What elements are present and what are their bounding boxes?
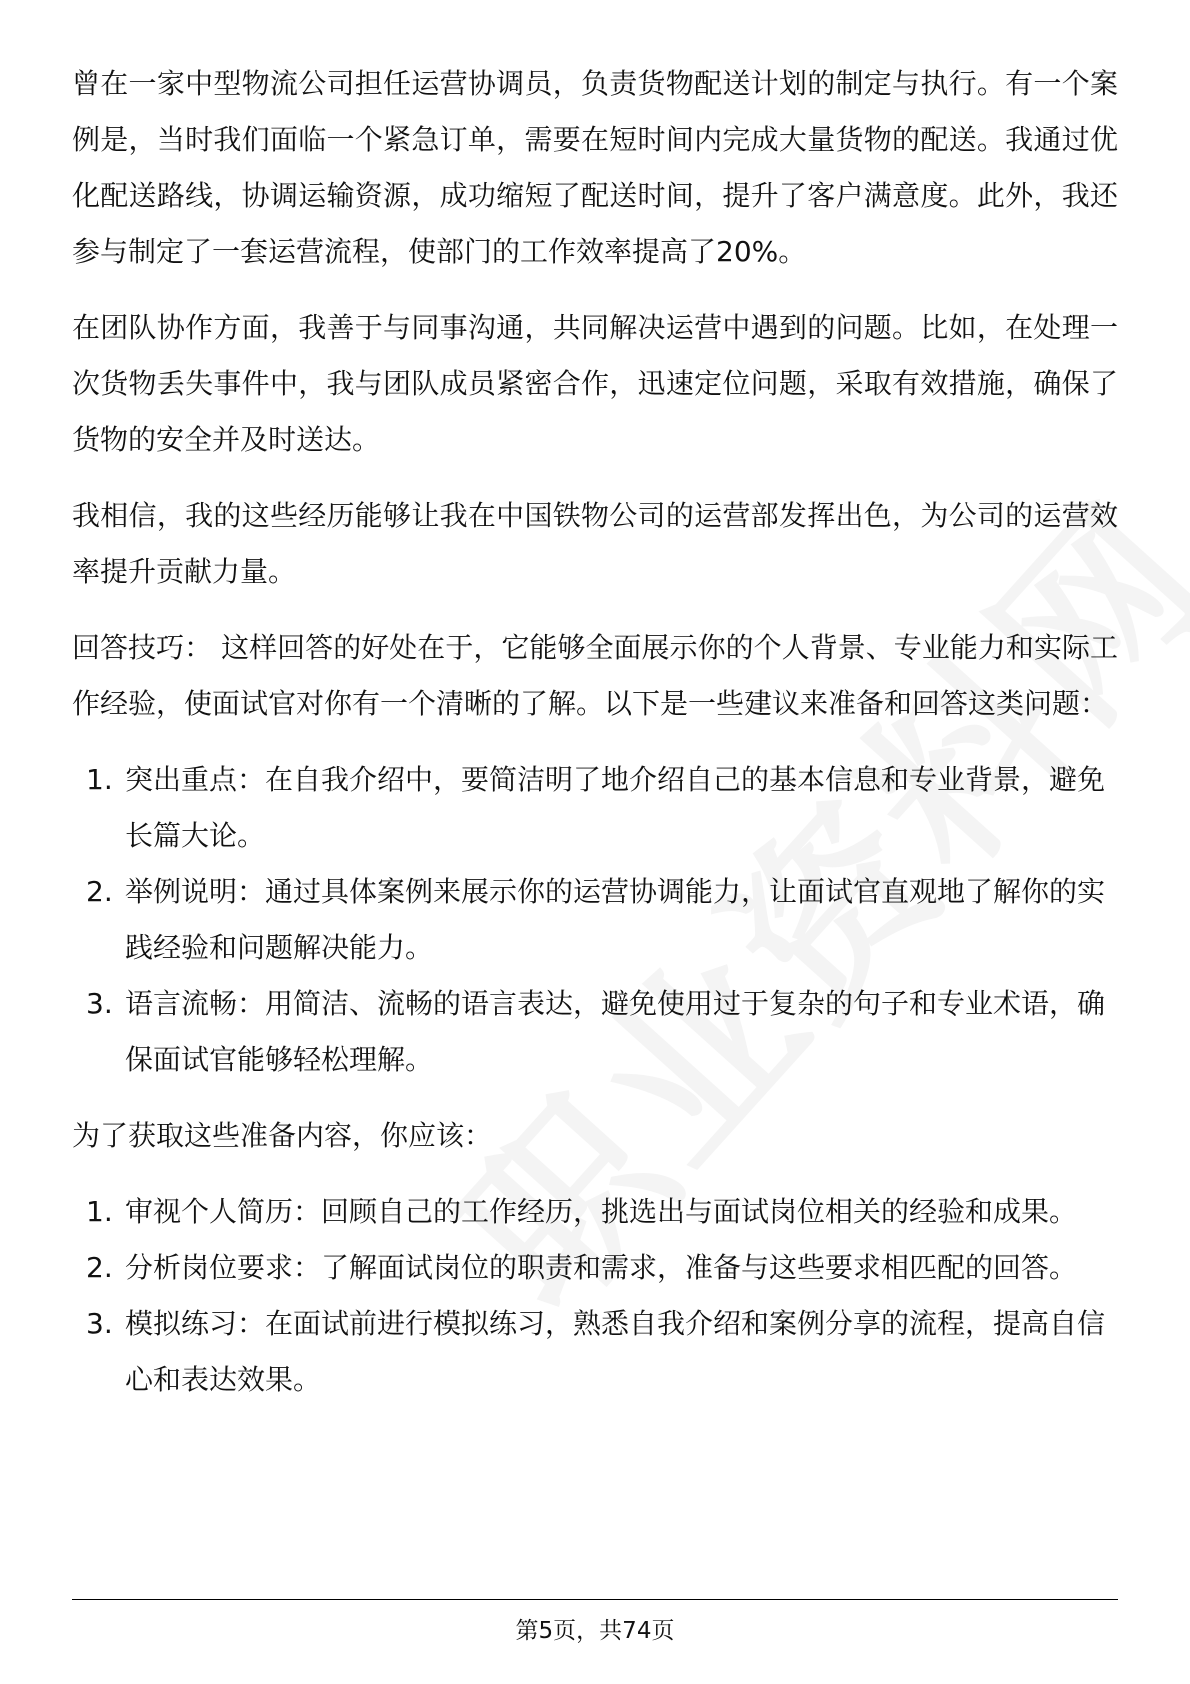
list-number: 1. bbox=[86, 763, 113, 796]
list-number: 1. bbox=[86, 1195, 113, 1228]
paragraph-belief: 我相信，我的这些经历能够让我在中国铁物公司的运营部发挥出色，为公司的运营效率提升贡献力量。 bbox=[72, 499, 1118, 588]
document-body bbox=[72, 56, 1118, 1428]
tips-list bbox=[72, 752, 1118, 1088]
list-item bbox=[72, 1240, 1118, 1296]
list-text: 语言流畅：用简洁、流畅的语言表达，避免使用过于复杂的句子和专业术语，确保面试官能够轻松理解。 bbox=[125, 987, 1106, 1076]
list-text: 突出重点：在自我介绍中，要简洁明了地介绍自己的基本信息和专业背景，避免长篇大论。 bbox=[125, 763, 1106, 852]
list-text: 审视个人简历：回顾自己的工作经历，挑选出与面试岗位相关的经验和成果。 bbox=[125, 1195, 1078, 1228]
footer-divider bbox=[72, 1599, 1118, 1600]
list-item bbox=[72, 864, 1118, 976]
list-number: 3. bbox=[86, 987, 113, 1020]
paragraph-experience: 曾在一家中型物流公司担任运营协调员，负责货物配送计划的制定与执行。有一个案例是，当时我们面临一个紧急订单，需要在短时间内完成大量货物的配送。我通过优化配送路线，协调运输资源，成功缩短了配送时间，提升了客户满意度。此外，我还参与制定了一套运营流程，使部门的工作效率提高了20%。 bbox=[72, 67, 1118, 268]
list-item bbox=[72, 1296, 1118, 1408]
list-item bbox=[72, 1184, 1118, 1240]
list-number: 3. bbox=[86, 1307, 113, 1340]
list-number: 2. bbox=[86, 875, 113, 908]
list-text: 模拟练习：在面试前进行模拟练习，熟悉自我介绍和案例分享的流程，提高自信心和表达效果。 bbox=[125, 1307, 1106, 1396]
prep-list bbox=[72, 1184, 1118, 1408]
list-item bbox=[72, 752, 1118, 864]
paragraph-answer-tips: 回答技巧： 这样回答的好处在于，它能够全面展示你的个人背景、专业能力和实际工作经验，使面试官对你有一个清晰的了解。以下是一些建议来准备和回答这类问题： bbox=[72, 631, 1118, 720]
list-text: 举例说明：通过具体案例来展示你的运营协调能力，让面试官直观地了解你的实践经验和问题解决能力。 bbox=[125, 875, 1106, 964]
page-number: 第5页，共74页 bbox=[515, 1618, 675, 1644]
paragraph-teamwork: 在团队协作方面，我善于与同事沟通，共同解决运营中遇到的问题。比如，在处理一次货物丢失事件中，我与团队成员紧密合作，迅速定位问题，采取有效措施，确保了货物的安全并及时送达。 bbox=[72, 311, 1118, 456]
list-item bbox=[72, 976, 1118, 1088]
list-number: 2. bbox=[86, 1251, 113, 1284]
list-text: 分析岗位要求：了解面试岗位的职责和需求，准备与这些要求相匹配的回答。 bbox=[125, 1251, 1078, 1284]
paragraph-prep-intro: 为了获取这些准备内容，你应该： bbox=[72, 1119, 493, 1152]
